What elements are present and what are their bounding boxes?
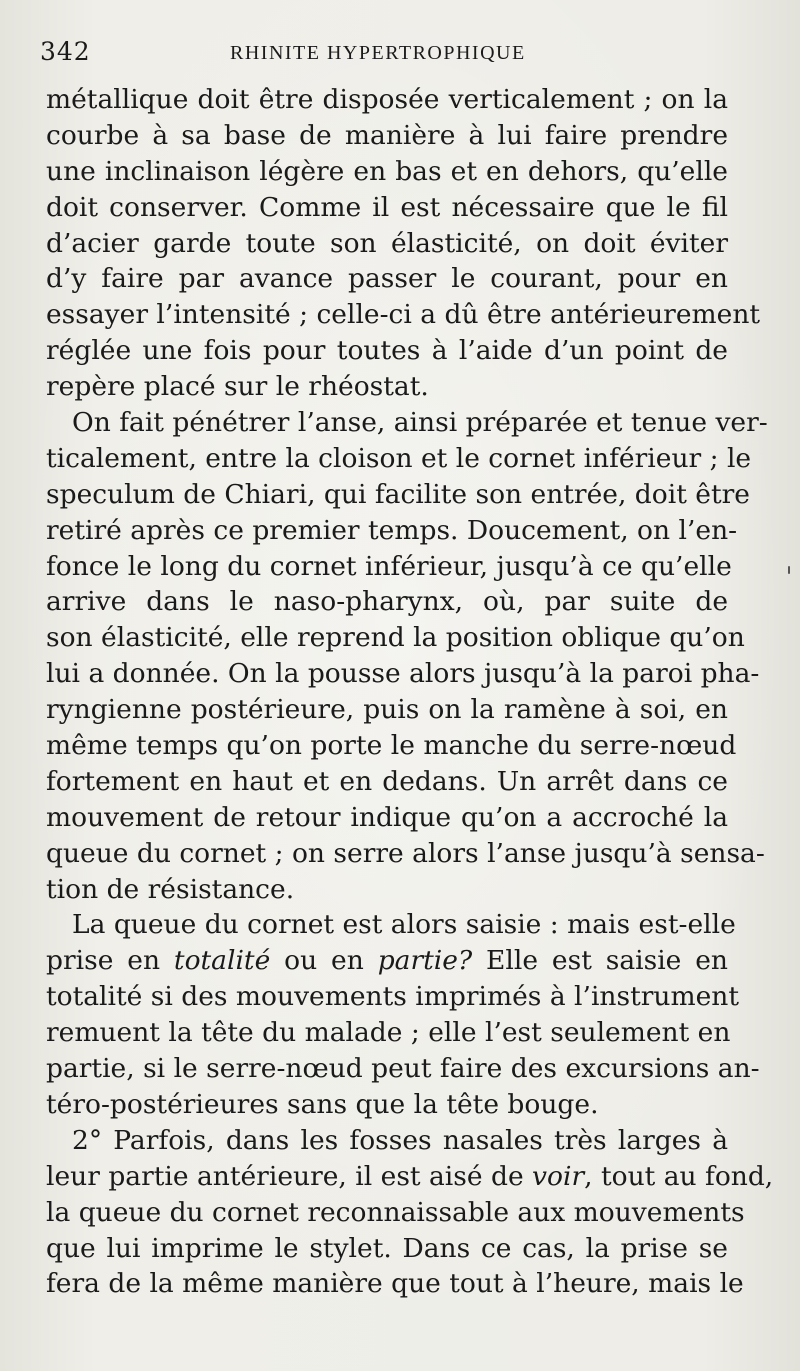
- text-line: partie, si le serre-nœud peut faire des excursions an-: [46, 1053, 760, 1085]
- text-line: On fait pénétrer l’anse, ainsi préparée et tenue ver-: [72, 407, 768, 439]
- text-line: fortement en haut et en dedans. Un arrêt dans ce: [46, 765, 728, 797]
- line-text-post: Elle est saisie en: [472, 945, 728, 977]
- text-line: remuent la tête du malade ; elle l’est seulement en: [46, 1017, 731, 1049]
- italic-word-voir: voir: [532, 1160, 585, 1192]
- text-line: totalité si des mouvements imprimés à l’instrument: [46, 981, 739, 1013]
- line-text-pre: leur partie antérieure, il est aisé de: [46, 1160, 533, 1192]
- text-line: [46, 907, 736, 943]
- text-line: 2° Parfois, dans les fosses nasales très larges à: [72, 1124, 728, 1156]
- text-line: essayer l’intensité ; celle-ci a dû être antérieurement: [46, 299, 761, 331]
- print-speck: [788, 566, 790, 574]
- text-line: [46, 943, 728, 979]
- text-line: tion de résistance.: [46, 873, 295, 905]
- running-head: RHINITE HYPERTROPHIQUE: [230, 42, 526, 64]
- text-line: son élasticité, elle reprend la position oblique qu’on: [46, 622, 745, 654]
- text-line: une inclinaison légère en bas et en dehors, qu’elle: [46, 155, 728, 187]
- text-line: courbe à sa base de manière à lui faire prendre: [46, 119, 728, 151]
- text-line: que lui imprime le stylet. Dans ce cas, la prise se: [46, 1232, 728, 1264]
- paragraphs-1-2: [46, 82, 768, 907]
- text-line: doit conserver. Comme il est nécessaire que le fil: [46, 191, 728, 223]
- text-line: [46, 1159, 774, 1195]
- text-line: la queue du cornet reconnaissable aux mouvements: [46, 1196, 745, 1228]
- text-line: métallique doit être disposée verticalement ; on la: [46, 84, 728, 115]
- body-text: [46, 82, 774, 1302]
- text-line: fonce le long du cornet inférieur, jusqu’à ce qu’elle: [46, 550, 732, 582]
- text-line: retiré après ce premier temps. Doucement, on l’en-: [46, 514, 738, 546]
- text-line: ryngienne postérieure, puis on la ramène à soi, en: [46, 694, 728, 726]
- text-line: même temps qu’on porte le manche du serre-nœud: [46, 730, 737, 762]
- text-line: arrive dans le naso-pharynx, où, par suite de: [46, 586, 728, 618]
- italic-word-totalite: totalité: [173, 945, 271, 977]
- text-line: d’acier garde toute son élasticité, on doit éviter: [46, 227, 728, 259]
- line-text-post: , tout au fond,: [584, 1160, 774, 1192]
- page-number: 342: [40, 37, 91, 66]
- text-line: fera de la même manière que tout à l’heure, mais le: [46, 1268, 744, 1300]
- text-line: ticalement, entre la cloison et le cornet inférieur ; le: [46, 442, 752, 474]
- text-line: queue du cornet ; on serre alors l’anse jusqu’à sensa-: [46, 837, 765, 869]
- text-line: repère placé sur le rhéostat.: [46, 371, 429, 403]
- text-line: téro-postérieures sans que la tête bouge.: [46, 1088, 599, 1120]
- line-text-mid: ou en: [270, 945, 378, 977]
- paragraph-3-4-lines: [46, 979, 760, 1158]
- text-line: mouvement de retour indique qu’on a accroché la: [46, 801, 728, 833]
- italic-word-partie: partie?: [377, 945, 473, 977]
- text-line: d’y faire par avance passer le courant, pour en: [46, 263, 728, 295]
- text-line: lui a donnée. On la pousse alors jusqu’à la paroi pha-: [46, 658, 760, 690]
- line-text: La queue du cornet est alors saisie : mais est-elle: [72, 909, 736, 941]
- page-header: [40, 36, 740, 68]
- paragraph-4-lines: [46, 1195, 745, 1303]
- text-line: réglée une fois pour toutes à l’aide d’un point de: [46, 335, 728, 367]
- line-text-pre: prise en: [46, 945, 174, 977]
- text-line: speculum de Chiari, qui facilite son entrée, doit être: [46, 478, 750, 510]
